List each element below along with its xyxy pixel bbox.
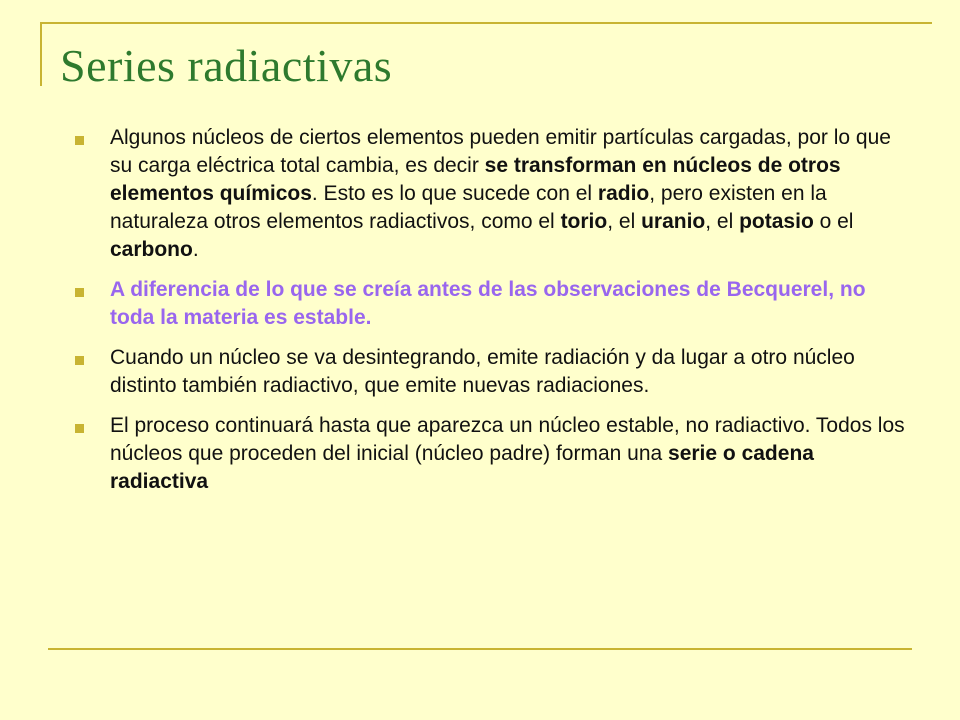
bullet-text bbox=[110, 126, 891, 261]
bullet-item-2 bbox=[70, 276, 910, 332]
bullet-item-4 bbox=[70, 412, 910, 496]
bullet-item-3 bbox=[70, 344, 910, 400]
text-segment: , pero existen en la naturaleza otros elementos radiactivos, como el bbox=[110, 182, 827, 233]
left-rule bbox=[40, 22, 42, 86]
text-segment: A diferencia de lo que se creía antes de las observaciones de Becquerel, no toda la materia es estable. bbox=[110, 278, 866, 329]
bullet-text bbox=[110, 278, 866, 329]
bold-segment: torio bbox=[560, 210, 608, 233]
square-bullet-icon bbox=[75, 288, 84, 297]
bold-segment: potasio bbox=[739, 210, 814, 233]
bold-segment: se transforman en núcleos de otros elementos químicos bbox=[110, 154, 841, 205]
text-segment: Cuando un núcleo se va desintegrando, emite radiación y da lugar a otro núcleo distinto también radiactivo, que emite nuevas radiaciones. bbox=[110, 346, 855, 397]
bullet-text bbox=[110, 346, 855, 397]
bottom-rule bbox=[48, 648, 912, 650]
slide-title: Series radiactivas bbox=[60, 40, 393, 91]
text-segment: Algunos núcleos de ciertos elementos pueden emitir partículas cargadas, por lo que su carga eléctrica total cambia, es decir bbox=[110, 126, 891, 177]
text-segment: o el bbox=[813, 210, 854, 233]
text-segment: , el bbox=[705, 210, 740, 233]
square-bullet-icon bbox=[75, 356, 84, 365]
bold-segment: uranio bbox=[641, 210, 706, 233]
text-segment: , el bbox=[607, 210, 642, 233]
bold-segment: radio bbox=[597, 182, 650, 205]
square-bullet-icon bbox=[75, 136, 84, 145]
bullet-list bbox=[70, 124, 910, 508]
bullet-item-1 bbox=[70, 124, 910, 264]
square-bullet-icon bbox=[75, 424, 84, 433]
text-segment: El proceso continuará hasta que aparezca un núcleo estable, no radiactivo. Todos los núcleos que proceden del inicial (núcleo padre) forman una bbox=[110, 414, 905, 465]
bold-segment: serie o cadena radiactiva bbox=[110, 442, 814, 493]
text-segment: . Esto es lo que sucede con el bbox=[311, 182, 598, 205]
text-segment: . bbox=[192, 238, 199, 261]
top-rule bbox=[40, 22, 932, 24]
bullet-text bbox=[110, 414, 905, 493]
bold-segment: carbono bbox=[110, 238, 193, 261]
